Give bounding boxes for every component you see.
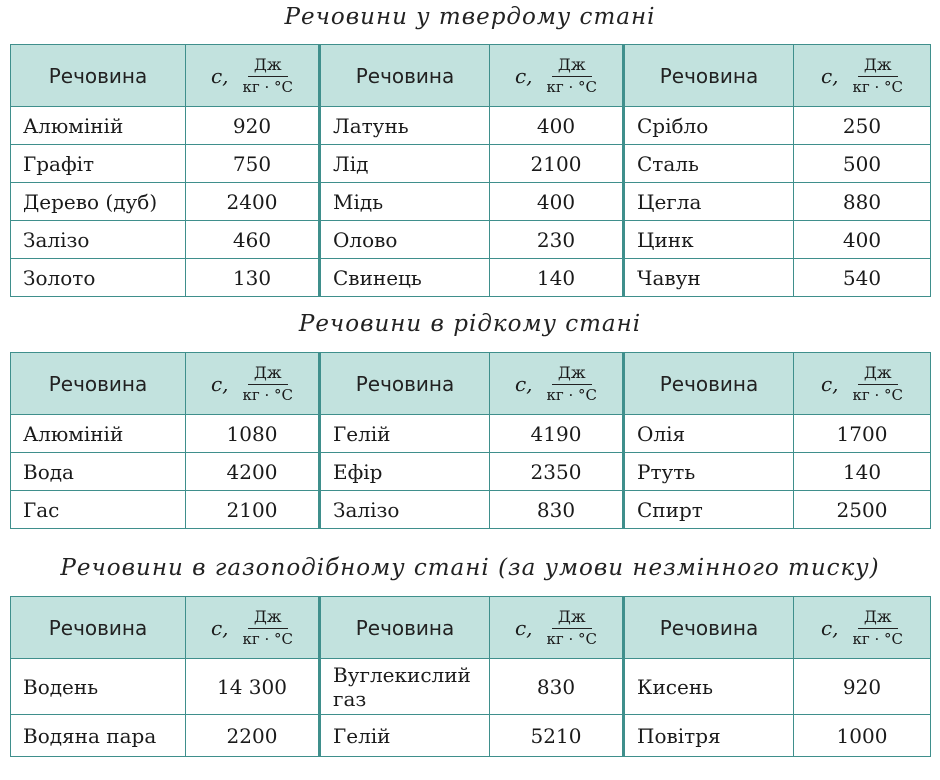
substance-name: Вуглекислий газ <box>320 659 490 715</box>
unit-denominator: кг · °C <box>546 385 598 404</box>
header-substance <box>320 597 490 659</box>
header-substance-label: Речовина <box>659 371 759 396</box>
substance-name: Латунь <box>320 107 490 145</box>
header-substance <box>624 353 794 415</box>
unit-denominator: кг · °C <box>852 629 904 648</box>
unit-formula <box>210 54 294 96</box>
symbol-c: c, <box>820 371 839 396</box>
unit-formula <box>210 606 294 648</box>
symbol-c: c, <box>514 615 533 640</box>
symbol-c: c, <box>514 371 533 396</box>
header-heat-capacity <box>186 597 320 659</box>
heat-capacity-value: 880 <box>794 183 931 221</box>
header-substance-label: Речовина <box>659 615 759 640</box>
header-substance <box>320 45 490 107</box>
unit-formula <box>514 54 598 96</box>
heat-capacity-value: 830 <box>490 659 624 715</box>
unit-numerator: Дж <box>552 609 592 629</box>
unit-formula <box>820 362 904 404</box>
table-gas <box>10 596 931 757</box>
symbol-c: c, <box>210 63 229 88</box>
heat-capacity-value: 400 <box>490 107 624 145</box>
substance-name: Ефір <box>320 453 490 491</box>
header-substance-label: Речовина <box>355 371 455 396</box>
substance-name: Водень <box>11 659 186 715</box>
symbol-c: c, <box>820 615 839 640</box>
substance-name: Алюміній <box>11 107 186 145</box>
table-row <box>11 145 931 183</box>
header-substance <box>11 597 186 659</box>
header-substance-label: Речовина <box>48 63 148 88</box>
substance-name: Вода <box>11 453 186 491</box>
heat-capacity-value: 130 <box>186 259 320 297</box>
unit-fraction <box>546 54 598 96</box>
unit-fraction <box>852 362 904 404</box>
substance-name: Повітря <box>624 715 794 757</box>
table-row <box>11 715 931 757</box>
header-substance-label: Речовина <box>48 371 148 396</box>
header-row <box>11 353 931 415</box>
unit-denominator: кг · °C <box>242 629 294 648</box>
heat-capacity-value: 920 <box>794 659 931 715</box>
table-row <box>11 491 931 529</box>
header-heat-capacity <box>794 45 931 107</box>
substance-name: Гелій <box>320 415 490 453</box>
heat-capacity-value: 460 <box>186 221 320 259</box>
heat-capacity-value: 4200 <box>186 453 320 491</box>
heat-capacity-value: 2100 <box>186 491 320 529</box>
unit-numerator: Дж <box>248 609 288 629</box>
substance-name: Цегла <box>624 183 794 221</box>
unit-fraction <box>852 54 904 96</box>
table-row <box>11 221 931 259</box>
table-row <box>11 183 931 221</box>
substance-name: Гелій <box>320 715 490 757</box>
heat-capacity-value: 2500 <box>794 491 931 529</box>
heat-capacity-value: 5210 <box>490 715 624 757</box>
heat-capacity-value: 4190 <box>490 415 624 453</box>
table-row <box>11 659 931 715</box>
substance-name: Золото <box>11 259 186 297</box>
unit-fraction <box>546 606 598 648</box>
table-row <box>11 453 931 491</box>
header-substance <box>624 45 794 107</box>
unit-fraction <box>242 362 294 404</box>
table-row <box>11 259 931 297</box>
heat-capacity-value: 830 <box>490 491 624 529</box>
section-title-gas: Речовини в газоподібному стані (за умови незмінного тиску) <box>60 555 880 581</box>
heat-capacity-value: 230 <box>490 221 624 259</box>
substance-name: Залізо <box>11 221 186 259</box>
heat-capacity-value: 2200 <box>186 715 320 757</box>
unit-formula <box>820 54 904 96</box>
table-row <box>11 415 931 453</box>
header-substance <box>624 597 794 659</box>
substance-name: Лід <box>320 145 490 183</box>
unit-denominator: кг · °C <box>546 77 598 96</box>
symbol-c: c, <box>820 63 839 88</box>
section-title-liquid: Речовини в рідкому стані <box>298 311 642 337</box>
substance-name: Олово <box>320 221 490 259</box>
heat-capacity-value: 140 <box>794 453 931 491</box>
substance-name: Срібло <box>624 107 794 145</box>
unit-denominator: кг · °C <box>242 77 294 96</box>
header-substance-label: Речовина <box>48 615 148 640</box>
header-heat-capacity <box>794 597 931 659</box>
substance-name: Графіт <box>11 145 186 183</box>
header-row <box>11 45 931 107</box>
unit-denominator: кг · °C <box>546 629 598 648</box>
header-substance-label: Речовина <box>659 63 759 88</box>
header-substance <box>11 353 186 415</box>
substance-name: Ртуть <box>624 453 794 491</box>
heat-capacity-value: 250 <box>794 107 931 145</box>
unit-numerator: Дж <box>552 57 592 77</box>
heat-capacity-value: 920 <box>186 107 320 145</box>
unit-formula <box>514 362 598 404</box>
heat-capacity-value: 1000 <box>794 715 931 757</box>
unit-numerator: Дж <box>248 365 288 385</box>
heat-capacity-value: 750 <box>186 145 320 183</box>
substance-name: Чавун <box>624 259 794 297</box>
header-heat-capacity <box>794 353 931 415</box>
substance-name: Свинець <box>320 259 490 297</box>
heat-capacity-value: 140 <box>490 259 624 297</box>
header-substance <box>320 353 490 415</box>
unit-formula <box>820 606 904 648</box>
substance-name: Цинк <box>624 221 794 259</box>
substance-name: Алюміній <box>11 415 186 453</box>
substance-name: Дерево (дуб) <box>11 183 186 221</box>
substance-name: Гас <box>11 491 186 529</box>
heat-capacity-value: 1700 <box>794 415 931 453</box>
symbol-c: c, <box>210 615 229 640</box>
unit-denominator: кг · °C <box>852 385 904 404</box>
unit-numerator: Дж <box>858 365 898 385</box>
unit-fraction <box>546 362 598 404</box>
substance-name: Спирт <box>624 491 794 529</box>
heat-capacity-value: 1080 <box>186 415 320 453</box>
substance-name: Залізо <box>320 491 490 529</box>
substance-name: Мідь <box>320 183 490 221</box>
unit-numerator: Дж <box>858 57 898 77</box>
unit-numerator: Дж <box>858 609 898 629</box>
unit-formula <box>514 606 598 648</box>
unit-formula <box>210 362 294 404</box>
substance-name: Сталь <box>624 145 794 183</box>
unit-denominator: кг · °C <box>852 77 904 96</box>
substance-name: Водяна пара <box>11 715 186 757</box>
section-title-solid: Речовини у твердому стані <box>284 4 656 30</box>
symbol-c: c, <box>210 371 229 396</box>
unit-denominator: кг · °C <box>242 385 294 404</box>
header-heat-capacity <box>186 353 320 415</box>
unit-fraction <box>852 606 904 648</box>
heat-capacity-value: 500 <box>794 145 931 183</box>
unit-numerator: Дж <box>248 57 288 77</box>
symbol-c: c, <box>514 63 533 88</box>
header-substance-label: Речовина <box>355 615 455 640</box>
table-row <box>11 107 931 145</box>
header-heat-capacity <box>490 45 624 107</box>
heat-capacity-value: 14 300 <box>186 659 320 715</box>
header-heat-capacity <box>186 45 320 107</box>
heat-capacity-value: 2350 <box>490 453 624 491</box>
heat-capacity-value: 400 <box>794 221 931 259</box>
header-heat-capacity <box>490 597 624 659</box>
table-liquid <box>10 352 931 529</box>
header-heat-capacity <box>490 353 624 415</box>
substance-name: Олія <box>624 415 794 453</box>
heat-capacity-value: 2100 <box>490 145 624 183</box>
heat-capacity-value: 2400 <box>186 183 320 221</box>
heat-capacity-value: 540 <box>794 259 931 297</box>
table-solid <box>10 44 931 297</box>
header-substance-label: Речовина <box>355 63 455 88</box>
substance-name: Кисень <box>624 659 794 715</box>
unit-numerator: Дж <box>552 365 592 385</box>
unit-fraction <box>242 54 294 96</box>
header-substance <box>11 45 186 107</box>
heat-capacity-value: 400 <box>490 183 624 221</box>
unit-fraction <box>242 606 294 648</box>
header-row <box>11 597 931 659</box>
